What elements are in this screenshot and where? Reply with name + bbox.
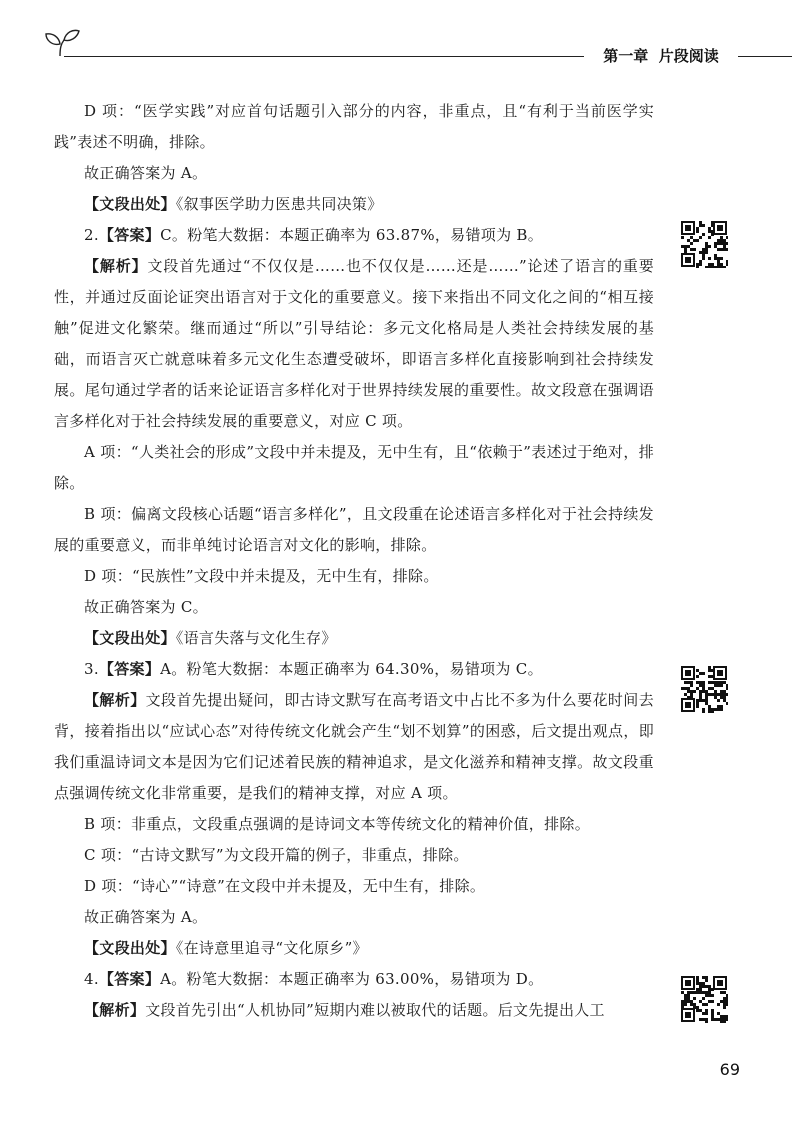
- answer-label: 【答案】: [98, 226, 161, 244]
- answer-text: A。粉笔大数据：本题正确率为 63.00%，易错项为 D。: [160, 970, 544, 988]
- page-number: 69: [719, 1060, 740, 1079]
- question-number: 4.: [84, 970, 99, 988]
- source-line: [54, 189, 654, 220]
- source-line: [54, 623, 654, 654]
- analysis-label: 【解析】: [84, 691, 146, 709]
- paragraph: C 项：“古诗文默写”为文段开篇的例子，非重点，排除。: [84, 846, 469, 864]
- header-rule-left: [64, 56, 584, 57]
- chapter-title: [586, 43, 736, 69]
- answer-line: [54, 654, 654, 685]
- section-title: 片段阅读: [658, 47, 719, 65]
- chapter-number: 第一章: [603, 47, 649, 65]
- header-rule-right: [738, 56, 792, 57]
- analysis-label: 【解析】: [84, 1001, 146, 1019]
- sprout-icon: [40, 22, 84, 66]
- paragraph: 故正确答案为 A。: [84, 908, 208, 926]
- paragraph: 故正确答案为 A。: [84, 164, 208, 182]
- question-number: 2.: [84, 226, 99, 244]
- source-text: 《语言失落与文化生存》: [175, 629, 337, 647]
- question-number: 3.: [84, 660, 99, 678]
- analysis-text: 文段首先提出疑问，即古诗文默写在高考语文中占比不多为什么要花时间去背，接着指出以“应试心态”对待传统文化就会产生“划不划算”的困惑，后文提出观点，即我们重温诗词文本是因为它们记述着民族的精神追求，是文化滋养和精神支撑。故文段重点强调传统文化非常重要，是我们的精神支撑，对应 A 项。: [54, 691, 655, 802]
- analysis-paragraph: [54, 685, 654, 809]
- page-body: [54, 96, 654, 1026]
- source-line: [54, 933, 654, 964]
- analysis-paragraph: [54, 995, 654, 1026]
- source-label: 【文段出处】: [84, 629, 176, 647]
- answer-line: [54, 220, 654, 251]
- paragraph: A 项：“人类社会的形成”文段中并未提及，无中生有，且“依赖于”表述过于绝对，排除。: [54, 443, 654, 492]
- paragraph: D 项：“诗心”“诗意”在文段中并未提及，无中生有，排除。: [84, 877, 486, 895]
- paragraph: D 项：“医学实践”对应首句话题引入部分的内容，非重点，且“有利于当前医学实践”表述不明确，排除。: [54, 102, 654, 151]
- analysis-text: 文段首先引出“人机协同”短期内难以被取代的话题。后文先提出人工: [145, 1001, 605, 1019]
- qr-code-icon[interactable]: [680, 665, 728, 713]
- answer-label: 【答案】: [98, 970, 161, 988]
- qr-code-icon[interactable]: [680, 220, 728, 268]
- source-label: 【文段出处】: [84, 195, 176, 213]
- source-text: 《叙事医学助力医患共同决策》: [175, 195, 383, 213]
- analysis-text: 文段首先通过“不仅仅是……也不仅仅是……还是……”论述了语言的重要性，并通过反面论证突出语言对于文化的重要意义。接下来指出不同文化之间的“相互接触”促进文化繁荣。继而通过“所以”引导结论：多元文化格局是人类社会持续发展的基础，而语言灭亡就意味着多元文化生态遭受破坏，即语言多样化直接影响到社会持续发展。尾句通过学者的话来论证语言多样化对于世界持续发展的重要性。故文段意在强调语言多样化对于社会持续发展的重要意义，对应 C 项。: [54, 257, 654, 430]
- source-label: 【文段出处】: [84, 939, 176, 957]
- qr-code-icon[interactable]: [680, 975, 728, 1023]
- answer-text: C。粉笔大数据：本题正确率为 63.87%，易错项为 B。: [160, 226, 544, 244]
- analysis-label: 【解析】: [84, 257, 148, 275]
- source-text: 《在诗意里追寻“文化原乡”》: [175, 939, 368, 957]
- page-header: [0, 0, 800, 80]
- paragraph: 故正确答案为 C。: [84, 598, 208, 616]
- paragraph: D 项：“民族性”文段中并未提及，无中生有，排除。: [84, 567, 439, 585]
- answer-line: [54, 964, 654, 995]
- analysis-paragraph: [54, 251, 654, 437]
- answer-label: 【答案】: [98, 660, 161, 678]
- paragraph: B 项：非重点，文段重点强调的是诗词文本等传统文化的精神价值，排除。: [84, 815, 590, 833]
- paragraph: B 项：偏离文段核心话题“语言多样化”，且文段重在论述语言多样化对于社会持续发展的重要意义，而非单纯讨论语言对文化的影响，排除。: [54, 505, 654, 554]
- answer-text: A。粉笔大数据：本题正确率为 64.30%，易错项为 C。: [160, 660, 543, 678]
